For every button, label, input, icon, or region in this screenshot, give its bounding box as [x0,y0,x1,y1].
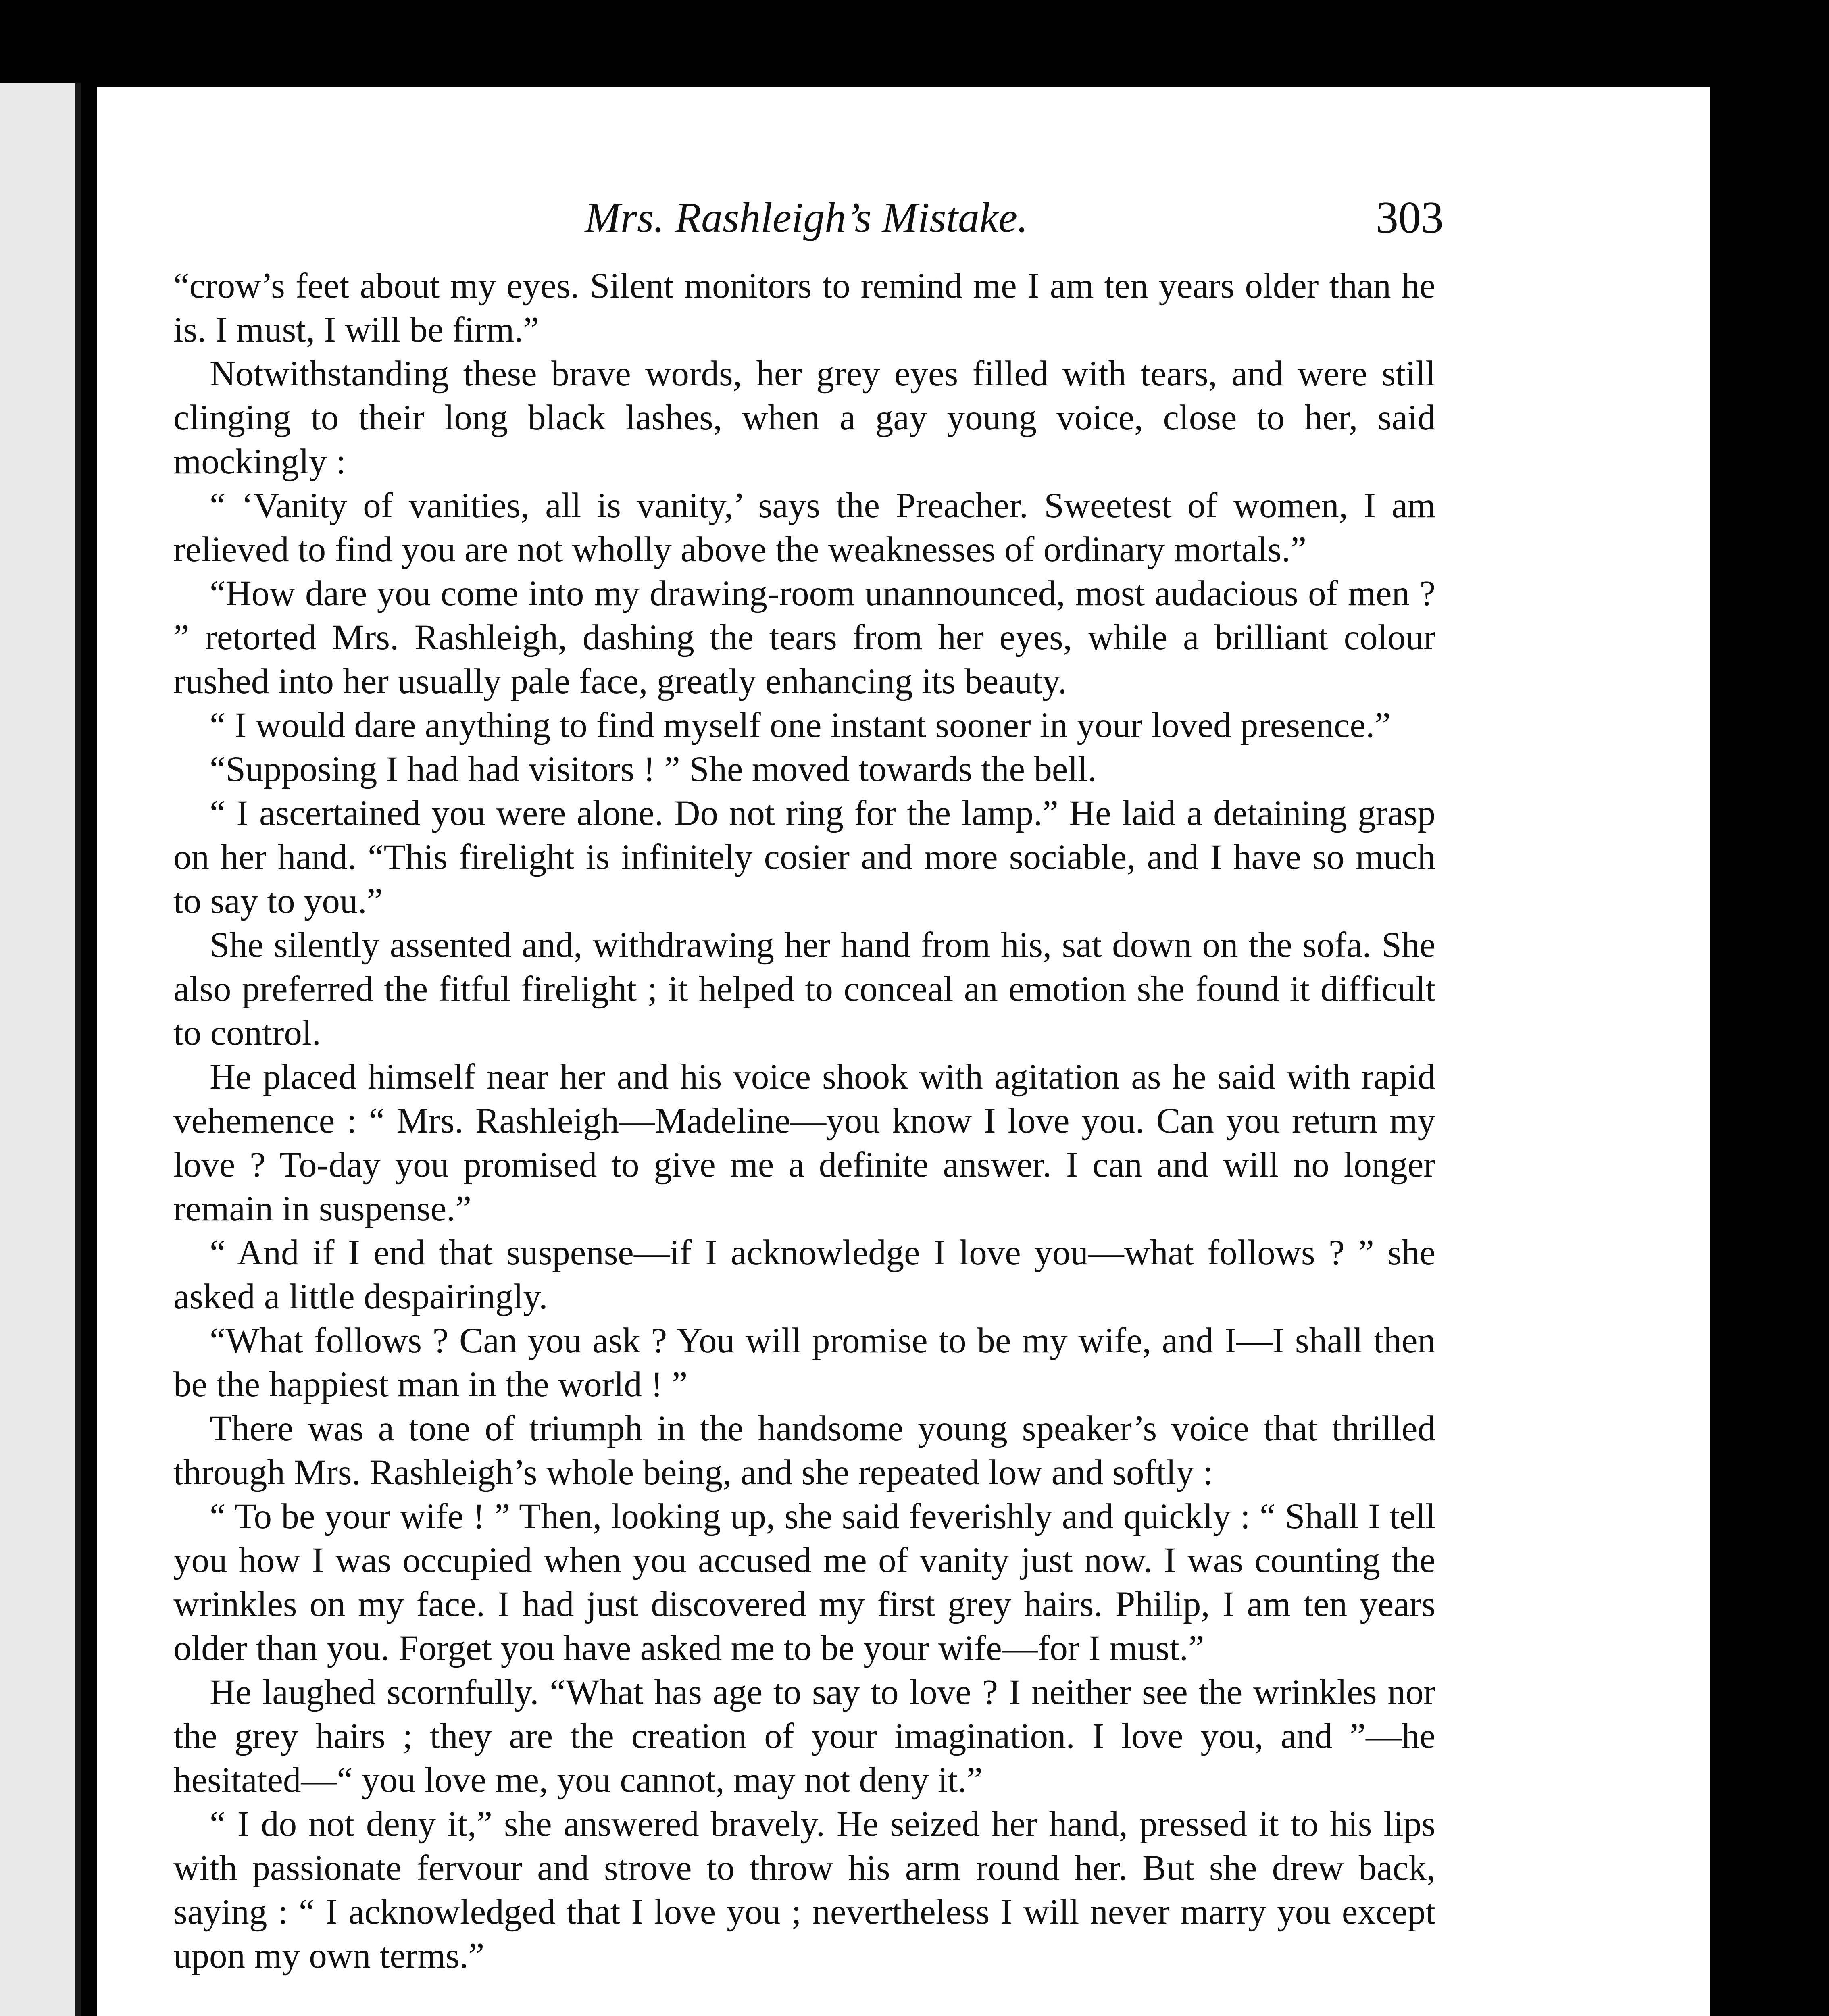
paragraph: “How dare you come into my drawing-room unannounced, most audacious of men ? ” retorted Mrs. Rashleigh, dashing the tears from her eyes, while a brilliant colour rushed into her usually pale face, greatly enhancing its beauty. [173,574,1435,701]
running-title: Mrs. Rashleigh’s Mistake. [585,194,1028,241]
page-number: 303 [1376,193,1444,243]
paragraph: She silently assented and, withdrawing her hand from his, sat down on the sofa. She also preferred the fitful firelight ; it helped to conceal an emotion she found it difficult to control. [173,925,1435,1053]
paragraph: Notwithstanding these brave words, her grey eyes filled with tears, and were still clinging to their long black lashes, when a gay young voice, close to her, said mockingly : [173,354,1435,481]
paragraph: “ I would dare anything to find myself one instant sooner in your loved presence.” [210,706,1391,745]
paragraph: “ ‘Vanity of vanities, all is vanity,’ says the Preacher. Sweetest of women, I am relieved to find you are not wholly above the weaknesses of ordinary mortals.” [173,486,1435,569]
paragraph: “ To be your wife ! ” Then, looking up, she said feverishly and quickly : “ Shall I tell you how I was occupied when you accused me of vanity just now. I was counting the wrinkles on my face. I had just discovered my first grey hairs. Philip, I am ten years older than you. Forget you have asked me to be your wife—for I must.” [173,1497,1435,1668]
body-text [173,264,1435,1978]
paragraph: There was a tone of triumph in the handsome young speaker’s voice that thrilled through Mrs. Rashleigh’s whole being, and she repeated low and softly : [173,1409,1435,1492]
paragraph: “ And if I end that suspense—if I acknowledge I love you—what follows ? ” she asked a little despairingly. [173,1233,1435,1316]
page-header [169,187,1444,248]
paragraph: He placed himself near her and his voice shook with agitation as he said with rapid vehemence : “ Mrs. Rashleigh—Madeline—you know I love you. Can you return my love ? To-day you promised to give me a definite answer. I can and will no longer remain in suspense.” [173,1057,1435,1229]
paragraph: “Supposing I had had visitors ! ” She moved towards the bell. [210,750,1097,789]
paragraph: “crow’s feet about my eyes. Silent monitors to remind me I am ten years older than he is. I must, I will be firm.” [173,266,1435,350]
left-page-edge [0,83,81,2016]
paragraph: “ I ascertained you were alone. Do not ring for the lamp.” He laid a detaining grasp on her hand. “This firelight is infinitely cosier and more sociable, and I have so much to say to you.” [173,793,1435,921]
paragraph: “ I do not deny it,” she answered bravely. He seized her hand, pressed it to his lips with passionate fervour and strove to throw his arm round her. But she drew back, saying : “ I acknowledged that I love you ; nevertheless I will never marry you except upon my own terms.” [173,1804,1435,1976]
paragraph: He laughed scornfully. “What has age to say to love ? I neither see the wrinkles nor the grey hairs ; they are the creation of your imagination. I love you, and ”—he hesitated—“ you love me, you cannot, may not deny it.” [173,1672,1435,1800]
paragraph: “What follows ? Can you ask ? You will promise to be my wife, and I—I shall then be the happiest man in the world ! ” [173,1321,1435,1404]
